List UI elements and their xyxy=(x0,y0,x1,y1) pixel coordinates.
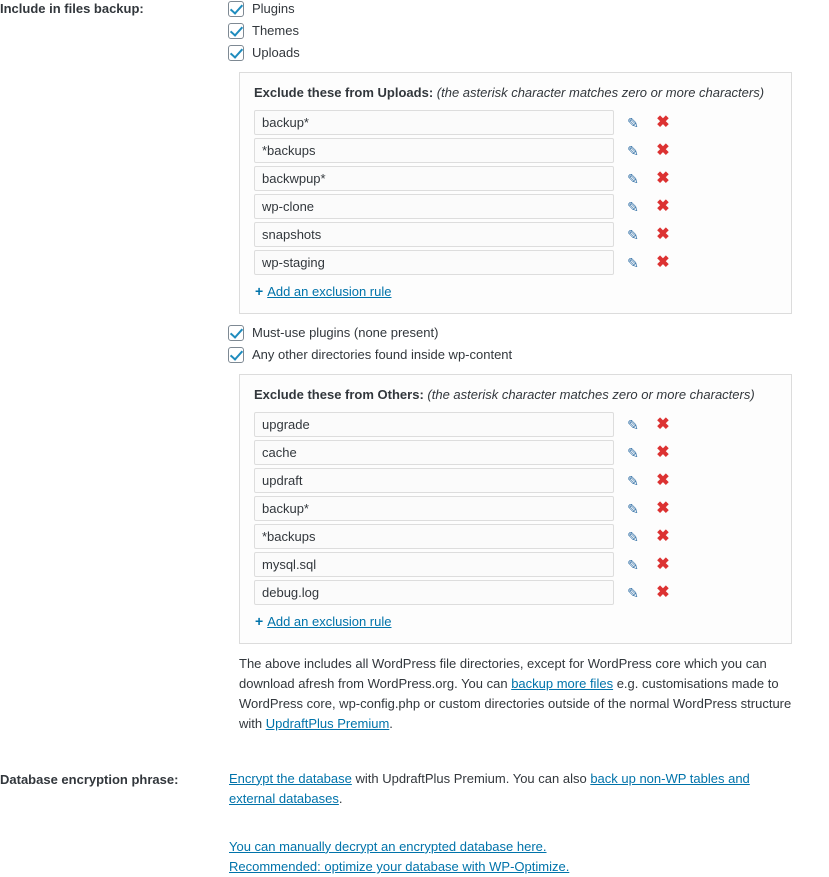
exclusion-rule-row xyxy=(254,110,777,135)
others-add-exclusion-rule[interactable] xyxy=(254,613,777,629)
exclusion-rule-row xyxy=(254,496,777,521)
x-icon[interactable]: ✖ xyxy=(656,169,670,187)
pencil-icon[interactable]: ✎ xyxy=(627,226,639,243)
desc-text-part2: e.g. customisations made to WordPress core, wp-config.php or custom directories outside of the normal WordPress structure with xyxy=(239,676,792,732)
checkbox-uploads[interactable] xyxy=(228,45,244,61)
checkbox-row-mu-plugins[interactable] xyxy=(228,324,829,342)
others-rule-input-5[interactable] xyxy=(254,524,614,549)
pencil-icon[interactable]: ✎ xyxy=(627,444,639,461)
checkbox-row-plugins[interactable] xyxy=(228,0,829,18)
exclusion-rule-row xyxy=(254,412,777,437)
x-icon[interactable]: ✖ xyxy=(656,141,670,159)
exclusion-rule-row xyxy=(254,222,777,247)
pencil-icon[interactable]: ✎ xyxy=(627,254,639,271)
x-icon[interactable]: ✖ xyxy=(656,499,670,517)
checkbox-mu-plugins[interactable] xyxy=(228,325,244,341)
pencil-icon[interactable]: ✎ xyxy=(627,472,639,489)
x-icon[interactable]: ✖ xyxy=(656,415,670,433)
exclusion-rule-row xyxy=(254,166,777,191)
uploads-rule-input-6[interactable] xyxy=(254,250,614,275)
exclusion-rule-row xyxy=(254,250,777,275)
x-icon[interactable]: ✖ xyxy=(656,527,670,545)
manually-decrypt-link[interactable]: You can manually decrypt an encrypted database here. xyxy=(229,838,547,854)
exclusion-rule-row xyxy=(254,138,777,163)
files-backup-field-cell xyxy=(228,0,829,735)
mid-checkbox-group xyxy=(228,324,829,364)
uploads-rule-input-3[interactable] xyxy=(254,166,614,191)
x-icon[interactable]: ✖ xyxy=(656,583,670,601)
wp-optimize-link[interactable]: Recommended: optimize your database with WP-Optimize. xyxy=(229,858,570,874)
backup-non-wp-tables-link[interactable]: back up non-WP tables and external databases xyxy=(229,770,750,806)
db-para1-end: . xyxy=(338,790,343,806)
backup-more-files-link[interactable]: backup more files xyxy=(511,676,614,692)
x-icon[interactable]: ✖ xyxy=(656,443,670,461)
pencil-icon[interactable]: ✎ xyxy=(627,114,639,131)
pencil-icon[interactable]: ✎ xyxy=(627,416,639,433)
updraftplus-premium-link[interactable]: UpdraftPlus Premium xyxy=(265,716,390,732)
exclusion-rule-row xyxy=(254,552,777,577)
x-icon[interactable]: ✖ xyxy=(656,197,670,215)
checkbox-label-plugins: Plugins xyxy=(252,1,295,16)
uploads-add-exclusion-rule[interactable] xyxy=(254,283,777,299)
top-checkbox-group xyxy=(228,0,829,62)
uploads-add-exclusion-rule-link[interactable]: Add an exclusion rule xyxy=(267,284,392,299)
others-exclusion-rule-list xyxy=(254,412,777,605)
others-rule-input-4[interactable] xyxy=(254,496,614,521)
others-rule-input-2[interactable] xyxy=(254,440,614,465)
checkbox-themes[interactable] xyxy=(228,23,244,39)
others-exclusion-title-note: (the asterisk character matches zero or more characters) xyxy=(427,387,755,402)
database-encryption-label-cell xyxy=(0,735,228,877)
files-backup-label-cell xyxy=(0,0,228,735)
pencil-icon[interactable]: ✎ xyxy=(627,528,639,545)
exclusion-rule-row xyxy=(254,194,777,219)
pencil-icon[interactable]: ✎ xyxy=(627,500,639,517)
others-rule-input-3[interactable] xyxy=(254,468,614,493)
desc-text-part1: The above includes all WordPress file directories, except for WordPress core which you can download afresh from WordPress.org. You can xyxy=(239,656,767,692)
x-icon[interactable]: ✖ xyxy=(656,253,670,271)
pencil-icon[interactable]: ✎ xyxy=(627,170,639,187)
x-icon[interactable]: ✖ xyxy=(656,225,670,243)
uploads-exclusion-panel xyxy=(239,72,792,314)
exclusion-rule-row xyxy=(254,468,777,493)
uploads-exclusion-title xyxy=(254,85,777,100)
uploads-rule-input-2[interactable] xyxy=(254,138,614,163)
database-encryption-field-cell xyxy=(228,735,829,877)
uploads-rule-input-1[interactable] xyxy=(254,110,614,135)
checkbox-label-themes: Themes xyxy=(252,23,299,38)
checkbox-label-other-directories: Any other directories found inside wp-content xyxy=(252,347,513,362)
checkbox-other-directories[interactable] xyxy=(228,347,244,363)
uploads-exclusion-title-bold: Exclude these from Uploads: xyxy=(254,85,434,100)
database-encryption-para-1 xyxy=(229,769,789,809)
others-rule-input-6[interactable] xyxy=(254,552,614,577)
x-icon[interactable]: ✖ xyxy=(656,555,670,573)
checkbox-row-uploads[interactable] xyxy=(228,44,829,62)
checkbox-label-mu-plugins: Must-use plugins (none present) xyxy=(252,325,439,340)
decrypt-database-line xyxy=(229,837,789,857)
checkbox-label-uploads: Uploads xyxy=(252,45,300,60)
uploads-rule-input-5[interactable] xyxy=(254,222,614,247)
exclusion-rule-row xyxy=(254,580,777,605)
exclusion-rule-row xyxy=(254,440,777,465)
others-rule-input-7[interactable] xyxy=(254,580,614,605)
uploads-exclusion-title-note: (the asterisk character matches zero or more characters) xyxy=(436,85,765,100)
uploads-exclusion-rule-list xyxy=(254,110,777,275)
checkbox-row-themes[interactable] xyxy=(228,22,829,40)
pencil-icon[interactable]: ✎ xyxy=(627,142,639,159)
db-para1-mid: with UpdraftPlus Premium. You can also xyxy=(351,770,591,786)
others-exclusion-title-bold: Exclude these from Others: xyxy=(254,387,424,402)
x-icon[interactable]: ✖ xyxy=(656,113,670,131)
others-add-exclusion-rule-link[interactable]: Add an exclusion rule xyxy=(267,614,392,629)
files-backup-description xyxy=(239,654,804,735)
uploads-rule-input-4[interactable] xyxy=(254,194,614,219)
files-backup-label: Include in files backup: xyxy=(0,1,144,16)
checkbox-plugins[interactable] xyxy=(228,1,244,17)
optimize-database-line xyxy=(229,857,789,877)
pencil-icon[interactable]: ✎ xyxy=(627,584,639,601)
checkbox-row-other-directories[interactable] xyxy=(228,346,829,364)
others-exclusion-panel xyxy=(239,374,792,644)
x-icon[interactable]: ✖ xyxy=(656,471,670,489)
desc-text-part3: . xyxy=(389,716,393,732)
exclusion-rule-row xyxy=(254,524,777,549)
database-encryption-label: Database encryption phrase: xyxy=(0,771,179,787)
pencil-icon[interactable]: ✎ xyxy=(627,556,639,573)
encrypt-database-link[interactable]: Encrypt the database xyxy=(229,770,352,786)
plus-icon: + xyxy=(255,613,264,629)
plus-icon: + xyxy=(255,283,264,299)
pencil-icon[interactable]: ✎ xyxy=(627,198,639,215)
database-encryption-row xyxy=(0,735,829,877)
others-exclusion-title xyxy=(254,387,777,402)
others-rule-input-1[interactable] xyxy=(254,412,614,437)
